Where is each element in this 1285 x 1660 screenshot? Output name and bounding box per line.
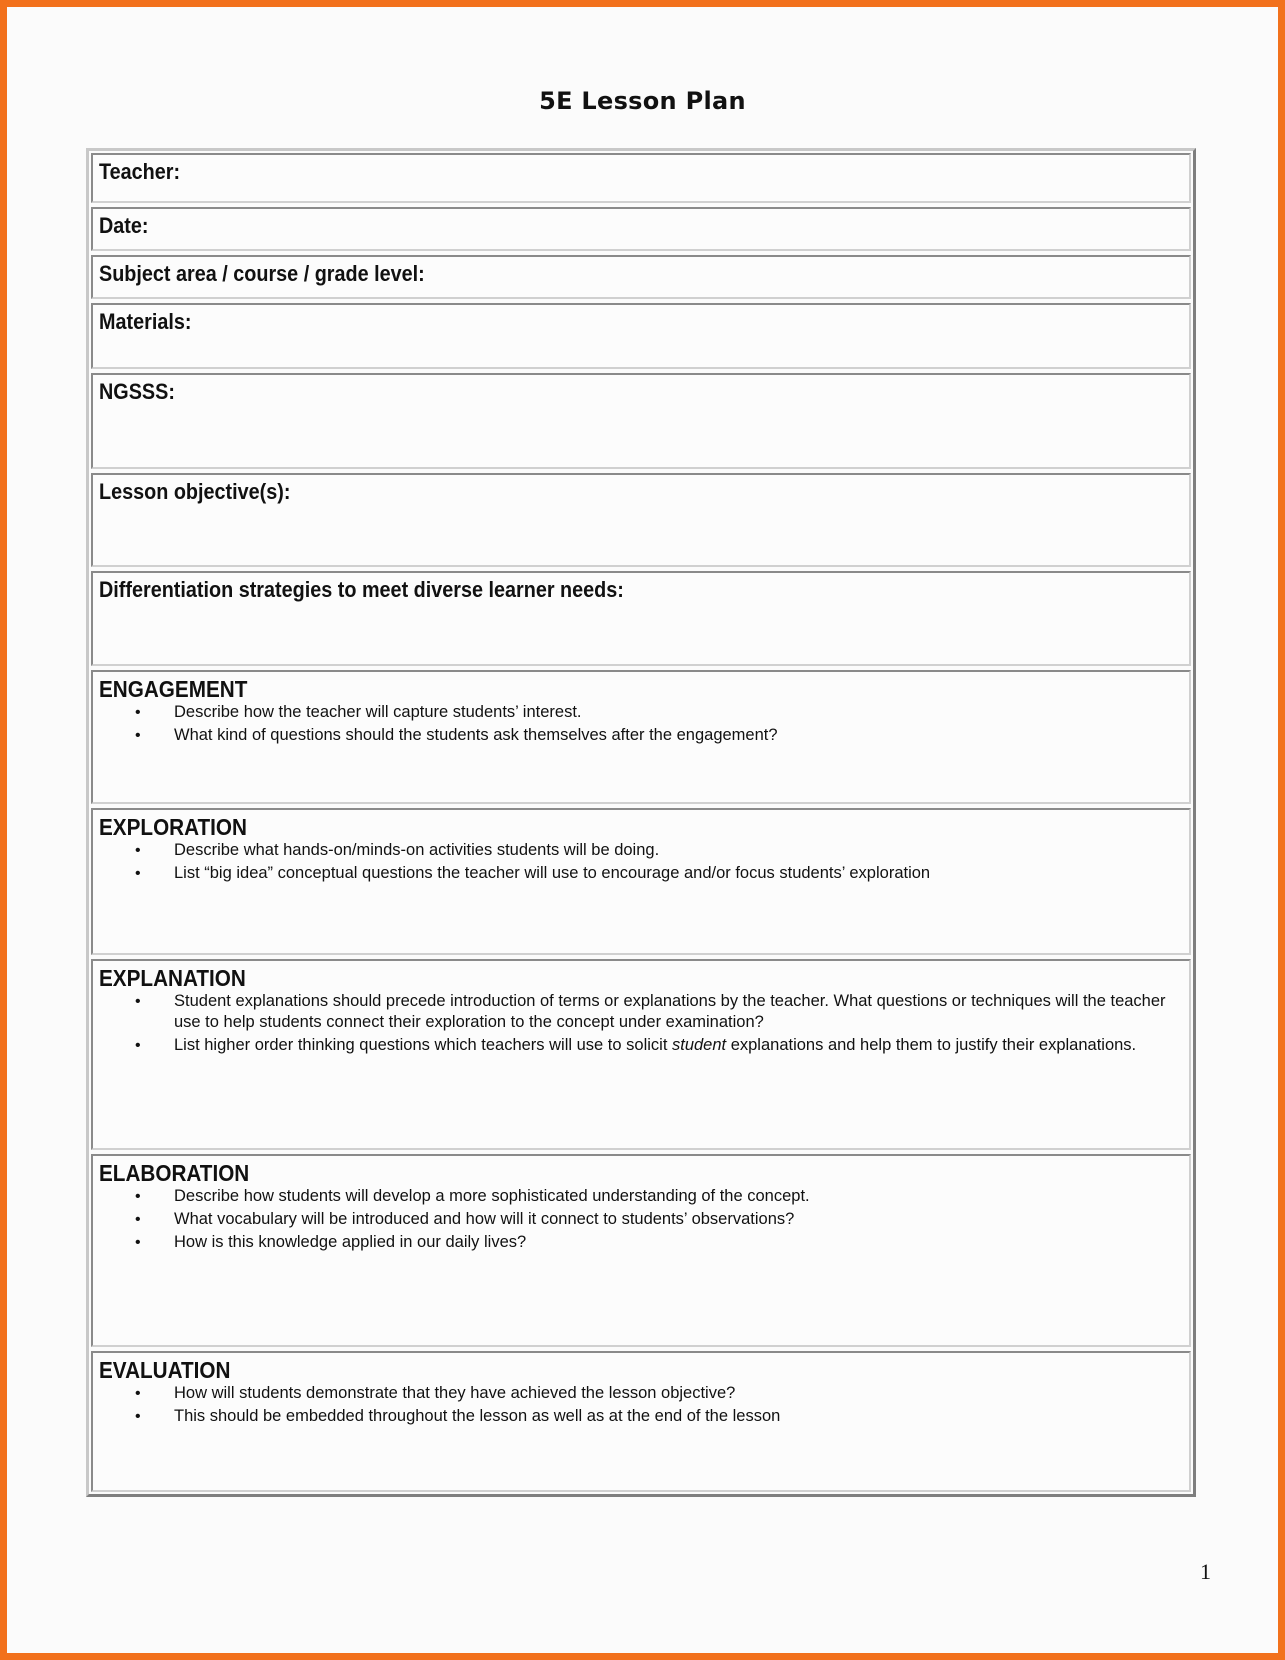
differentiation-label: Differentiation strategies to meet diverse learner needs: [99,577,624,602]
exploration-row[interactable] [91,808,1191,955]
evaluation-row[interactable] [91,1351,1191,1492]
explanation-row[interactable] [91,959,1191,1150]
explanation-heading: EXPLANATION [99,965,246,991]
list-item: • Describe how students will develop a more sophisticated understanding of the concept. [99,1186,1183,1207]
emphasis-text: student [672,1036,727,1054]
elaboration-heading: ELABORATION [99,1160,250,1186]
evaluation-heading: EVALUATION [99,1357,231,1383]
list-item: • Describe what hands-on/minds-on activities students will be doing. [99,840,1183,861]
date-row[interactable] [91,207,1191,251]
list-item: • List “big idea” conceptual questions the teacher will use to encourage and/or focus students’ exploration [99,863,1183,884]
elaboration-row[interactable] [91,1154,1191,1347]
list-item: • What kind of questions should the students ask themselves after the engagement? [99,725,1183,746]
materials-row[interactable] [91,303,1191,369]
evaluation-bullets [99,1383,1183,1427]
objectives-label: Lesson objective(s): [99,479,291,504]
exploration-heading: EXPLORATION [99,814,247,840]
engagement-bullets [99,702,1183,746]
page-title: 5E Lesson Plan [539,87,746,115]
list-item: • Describe how the teacher will capture students’ interest. [99,702,1183,723]
exploration-bullets [99,840,1183,884]
bullet-text: List higher order thinking questions which teachers will use to solicit [174,1036,672,1054]
ngsss-row[interactable] [91,373,1191,469]
explanation-bullets [99,991,1183,1056]
list-item: • How is this knowledge applied in our daily lives? [99,1232,1183,1253]
list-item: • Student explanations should precede introduction of terms or explanations by the teacher. What questions or techniques will the teacher use to help students connect their exploration to the concept under examination? [99,991,1183,1033]
bullet-text: explanations and help them to justify their explanations. [726,1036,1137,1054]
date-label: Date: [99,213,149,238]
list-item: • What vocabulary will be introduced and how will it connect to students’ observations? [99,1209,1183,1230]
list-item: • How will students demonstrate that they have achieved the lesson objective? [99,1383,1183,1404]
differentiation-row[interactable] [91,571,1191,666]
page-number: 1 [1200,1559,1211,1584]
subject-label: Subject area / course / grade level: [99,261,425,286]
engagement-heading: ENGAGEMENT [99,676,248,702]
teacher-row[interactable] [91,153,1191,203]
engagement-row[interactable] [91,670,1191,804]
lesson-plan-table [86,148,1196,1497]
elaboration-bullets [99,1186,1183,1253]
objectives-row[interactable] [91,473,1191,567]
list-item: • This should be embedded throughout the lesson as well as at the end of the lesson [99,1406,1183,1427]
list-item [99,1035,1183,1056]
materials-label: Materials: [99,309,192,334]
ngsss-label: NGSSS: [99,379,175,404]
teacher-label: Teacher: [99,159,181,184]
subject-row[interactable] [91,255,1191,299]
